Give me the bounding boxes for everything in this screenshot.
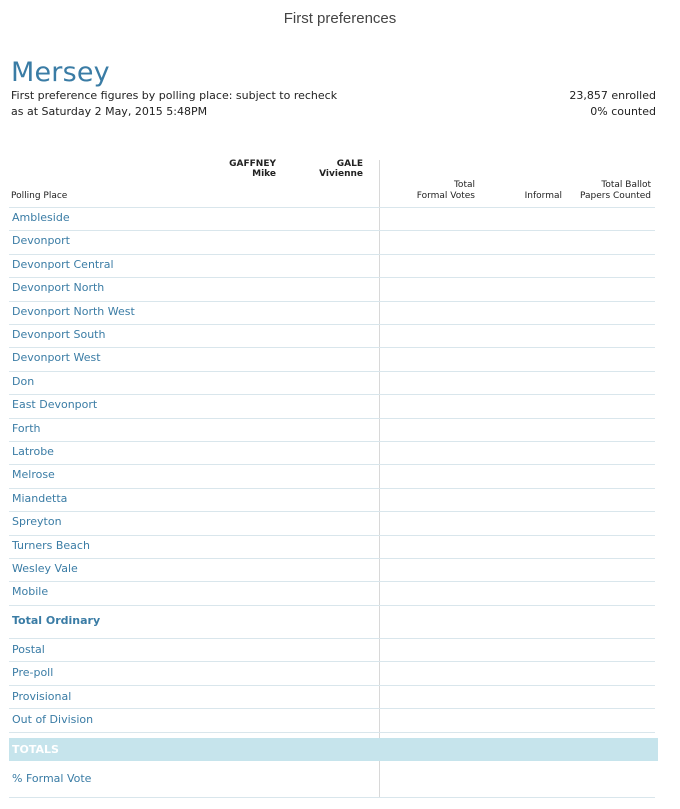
totals-bar <box>9 738 658 761</box>
table-row <box>9 278 655 301</box>
table-row <box>9 442 655 465</box>
totals-label: TOTALS <box>12 743 59 756</box>
candidate-given-name: Vivienne <box>319 169 363 179</box>
table-row <box>9 582 655 605</box>
table-row <box>9 512 655 535</box>
formal-vote-row <box>9 763 655 798</box>
header-line: Formal Votes <box>416 191 475 201</box>
polling-place-link[interactable]: Mobile <box>12 585 49 599</box>
header-line: Total <box>453 180 475 190</box>
candidate-header-gale <box>287 159 363 179</box>
polling-place-link[interactable]: Devonport <box>12 234 70 248</box>
table-row <box>9 255 655 278</box>
polling-place-link[interactable]: Pre-poll <box>12 666 54 680</box>
table-row <box>9 372 655 395</box>
table-row <box>9 686 655 709</box>
polling-place-link[interactable]: Postal <box>12 643 45 656</box>
polling-place-link[interactable]: Turners Beach <box>12 538 90 552</box>
header-line: Total Ballot <box>601 180 651 190</box>
formal-vote-label: % Formal Vote <box>12 772 92 785</box>
polling-place-link[interactable]: Devonport Central <box>12 257 114 271</box>
polling-place-link[interactable]: Devonport North West <box>12 304 135 318</box>
as-at-timestamp: as at Saturday 2 May, 2015 5:48PM <box>11 105 208 118</box>
informal-header: Informal <box>524 191 562 201</box>
table-row <box>9 465 655 488</box>
table-row <box>9 208 655 231</box>
polling-place-link[interactable]: Devonport West <box>12 351 101 365</box>
candidate-surname: GALE <box>336 159 363 169</box>
table-row <box>9 395 655 418</box>
table-row <box>9 662 655 685</box>
polling-place-link[interactable]: Miandetta <box>12 491 68 505</box>
table-row <box>9 419 655 442</box>
subtitle: First preference figures by polling place: subject to recheck <box>11 89 338 102</box>
table-row <box>9 231 655 254</box>
table-row <box>9 302 655 325</box>
polling-place-link[interactable]: Ambleside <box>12 211 70 224</box>
total-ordinary-row <box>9 605 655 639</box>
table-row <box>9 489 655 512</box>
polling-place-link[interactable]: Provisional <box>12 689 72 703</box>
candidate-surname: GAFFNEY <box>229 159 276 169</box>
table-row <box>9 536 655 559</box>
polling-place-link[interactable]: Spreyton <box>12 515 62 529</box>
table-row <box>9 348 655 371</box>
counted-percent: 0% counted <box>590 105 656 118</box>
polling-place-link[interactable]: Devonport South <box>12 328 106 341</box>
table-row <box>9 639 655 662</box>
polling-place-link[interactable]: Melrose <box>12 468 55 482</box>
page-title: First preferences <box>283 10 397 27</box>
header-line: Papers Counted <box>579 191 651 201</box>
candidate-header-gaffney <box>200 159 276 179</box>
total-formal-votes-header <box>395 180 475 202</box>
polling-place-link[interactable]: Devonport North <box>12 281 105 295</box>
polling-place-header: Polling Place <box>11 191 68 201</box>
candidate-given-name: Mike <box>252 169 276 179</box>
total-ballot-papers-header <box>565 180 651 202</box>
polling-place-link[interactable]: Don <box>12 374 35 388</box>
polling-place-link[interactable]: East Devonport <box>12 398 98 412</box>
polling-place-link[interactable]: Total Ordinary <box>12 614 101 627</box>
table-row <box>9 709 655 732</box>
polling-place-link[interactable]: Latrobe <box>12 445 54 458</box>
enrolled-count: 23,857 enrolled <box>569 89 656 102</box>
polling-place-link[interactable]: Out of Division <box>12 713 94 727</box>
division-name: Mersey <box>11 57 110 88</box>
polling-place-link[interactable]: Forth <box>12 421 41 435</box>
polling-place-link[interactable]: Wesley Vale <box>12 562 78 575</box>
table-row <box>9 559 655 582</box>
table-row <box>9 325 655 348</box>
